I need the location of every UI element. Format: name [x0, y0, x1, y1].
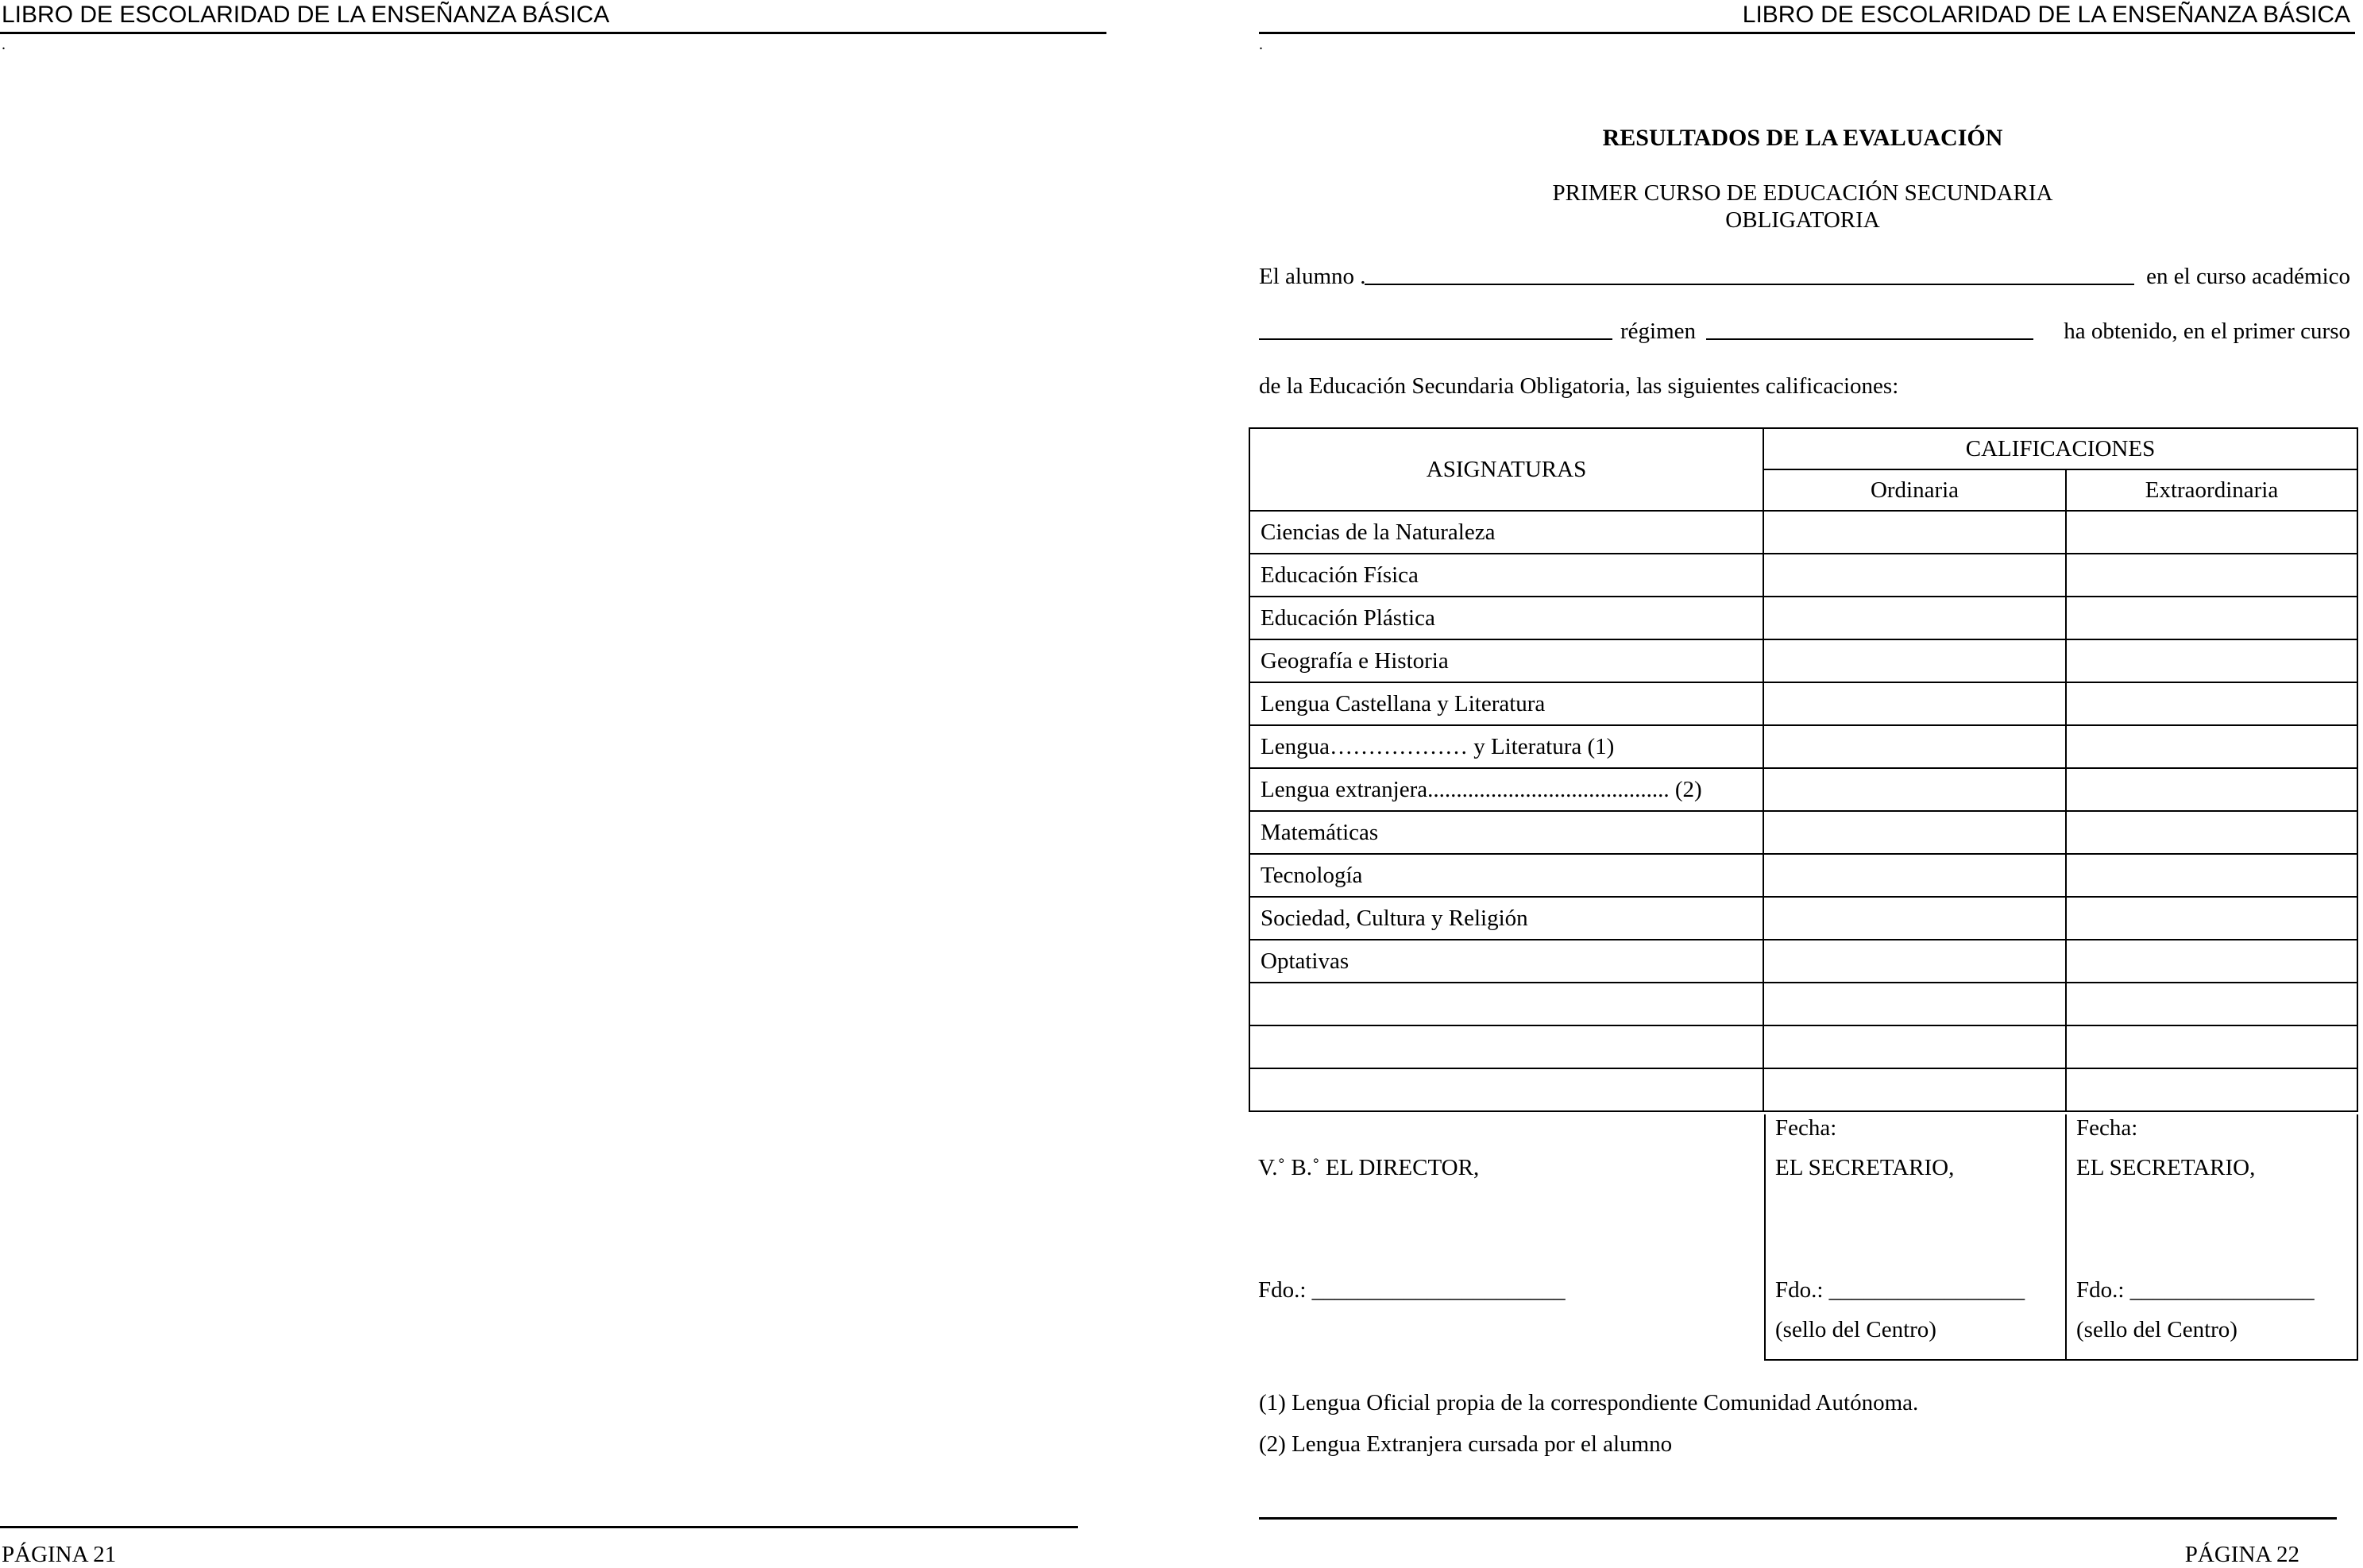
subtitle-line-2: OBLIGATORIA — [1725, 207, 1880, 233]
date-label: Fecha: — [2076, 1115, 2138, 1141]
director-fdo: Fdo.: ______________________ — [1258, 1277, 1566, 1303]
extra-grade-cell[interactable] — [2066, 725, 2357, 768]
left-page-header: LIBRO DE ESCOLARIDAD DE LA ENSEÑANZA BÁSICA — [2, 2, 610, 28]
ordinary-grade-cell[interactable] — [1763, 811, 2066, 854]
table-row — [1249, 897, 2357, 940]
ordinary-grade-cell[interactable] — [1763, 682, 2066, 725]
academic-year-label: en el curso académico — [2146, 264, 2350, 289]
subject-cell[interactable] — [1249, 983, 1763, 1025]
header-grades: CALIFICACIONES — [1763, 428, 2357, 469]
header-ordinary: Ordinaria — [1763, 469, 2066, 511]
subtitle-line-1: PRIMER CURSO DE EDUCACIÓN SECUNDARIA — [1552, 180, 2053, 206]
ordinary-grade-cell[interactable] — [1763, 897, 2066, 940]
table-row — [1249, 983, 2357, 1025]
grades-table — [1249, 427, 2358, 1112]
table-row — [1249, 597, 2357, 639]
table-row — [1249, 511, 2357, 554]
extra-grade-cell[interactable] — [2066, 854, 2357, 897]
ordinary-grade-cell[interactable] — [1763, 983, 2066, 1025]
subject-cell: Lengua……………… y Literatura (1) — [1249, 725, 1763, 768]
ordinary-grade-cell[interactable] — [1763, 1025, 2066, 1068]
regime-label: régimen — [1620, 319, 1697, 344]
table-row — [1249, 682, 2357, 725]
left-header-rule — [0, 32, 1106, 34]
subject-cell: Geografía e Historia — [1249, 639, 1763, 682]
header-subjects: ASIGNATURAS — [1249, 428, 1763, 511]
table-row — [1249, 940, 2357, 983]
table-row — [1249, 639, 2357, 682]
right-header-rule — [1259, 32, 2355, 34]
left-footer-rule — [0, 1526, 1078, 1528]
extra-grade-cell[interactable] — [2066, 1068, 2357, 1111]
subject-cell: Sociedad, Cultura y Religión — [1249, 897, 1763, 940]
subject-cell: Lengua Castellana y Literatura — [1249, 682, 1763, 725]
ordinary-grade-cell[interactable] — [1763, 511, 2066, 554]
extra-grade-cell[interactable] — [2066, 597, 2357, 639]
subject-cell: Lengua extranjera.......................................... (2) — [1249, 768, 1763, 811]
subject-cell: Tecnología — [1249, 854, 1763, 897]
subject-cell: Optativas — [1249, 940, 1763, 983]
subject-cell: Educación Plástica — [1249, 597, 1763, 639]
ordinary-grade-cell[interactable] — [1763, 597, 2066, 639]
table-row — [1249, 768, 2357, 811]
school-seal-label: (sello del Centro) — [1775, 1317, 1936, 1342]
student-label: El alumno . — [1259, 264, 1366, 289]
regime-blank — [1706, 338, 2033, 340]
secretary-extra-block — [2065, 1114, 2358, 1361]
subject-cell[interactable] — [1249, 1025, 1763, 1068]
extra-grade-cell[interactable] — [2066, 639, 2357, 682]
director-signature-block — [1249, 1114, 1764, 1361]
subject-cell[interactable] — [1249, 1068, 1763, 1111]
ordinary-grade-cell[interactable] — [1763, 554, 2066, 597]
table-row — [1249, 1068, 2357, 1111]
left-page-number: PÁGINA 21 — [2, 1542, 117, 1567]
table-row — [1249, 725, 2357, 768]
right-header-dot: . — [1259, 36, 1263, 53]
academic-year-blank — [1259, 338, 1612, 340]
secretary-label: EL SECRETARIO, — [2076, 1155, 2256, 1180]
ordinary-grade-cell[interactable] — [1763, 854, 2066, 897]
right-footer-rule — [1259, 1517, 2337, 1520]
extra-grade-cell[interactable] — [2066, 1025, 2357, 1068]
extra-grade-cell[interactable] — [2066, 940, 2357, 983]
footnote-2: (2) Lengua Extranjera cursada por el alumno — [1259, 1431, 1673, 1457]
footnote-1: (1) Lengua Oficial propia de la correspondiente Comunidad Autónoma. — [1259, 1390, 1919, 1415]
extra-grade-cell[interactable] — [2066, 554, 2357, 597]
extra-grade-cell[interactable] — [2066, 682, 2357, 725]
school-seal-label: (sello del Centro) — [2076, 1317, 2238, 1342]
extra-grade-cell[interactable] — [2066, 983, 2357, 1025]
grades-intro: de la Educación Secundaria Obligatoria, las siguientes calificaciones: — [1259, 373, 1899, 399]
extra-grade-cell[interactable] — [2066, 897, 2357, 940]
header-extraordinary: Extraordinaria — [2066, 469, 2357, 511]
secretary-ordinary-block — [1764, 1114, 2067, 1361]
page-title: RESULTADOS DE LA EVALUACIÓN — [1602, 125, 2003, 151]
subject-cell: Matemáticas — [1249, 811, 1763, 854]
subject-cell: Ciencias de la Naturaleza — [1249, 511, 1763, 554]
extra-grade-cell[interactable] — [2066, 811, 2357, 854]
date-label: Fecha: — [1775, 1115, 1837, 1141]
table-row — [1249, 854, 2357, 897]
director-label: V.˚ B.˚ EL DIRECTOR, — [1258, 1155, 1480, 1180]
ordinary-grade-cell[interactable] — [1763, 725, 2066, 768]
left-header-dot: . — [2, 36, 6, 53]
table-row — [1249, 554, 2357, 597]
table-row — [1249, 1025, 2357, 1068]
right-page-number: PÁGINA 22 — [2184, 1542, 2299, 1567]
secretary-fdo: Fdo.: _________________ — [1775, 1277, 2025, 1303]
obtained-label: ha obtenido, en el primer curso — [2064, 319, 2350, 344]
right-page-header: LIBRO DE ESCOLARIDAD DE LA ENSEÑANZA BÁSICA — [1742, 2, 2350, 28]
ordinary-grade-cell[interactable] — [1763, 940, 2066, 983]
ordinary-grade-cell[interactable] — [1763, 768, 2066, 811]
table-row — [1249, 811, 2357, 854]
student-name-blank — [1365, 284, 2134, 285]
subject-cell: Educación Física — [1249, 554, 1763, 597]
secretary-fdo: Fdo.: ________________ — [2076, 1277, 2315, 1303]
ordinary-grade-cell[interactable] — [1763, 639, 2066, 682]
extra-grade-cell[interactable] — [2066, 768, 2357, 811]
secretary-label: EL SECRETARIO, — [1775, 1155, 1955, 1180]
extra-grade-cell[interactable] — [2066, 511, 2357, 554]
ordinary-grade-cell[interactable] — [1763, 1068, 2066, 1111]
